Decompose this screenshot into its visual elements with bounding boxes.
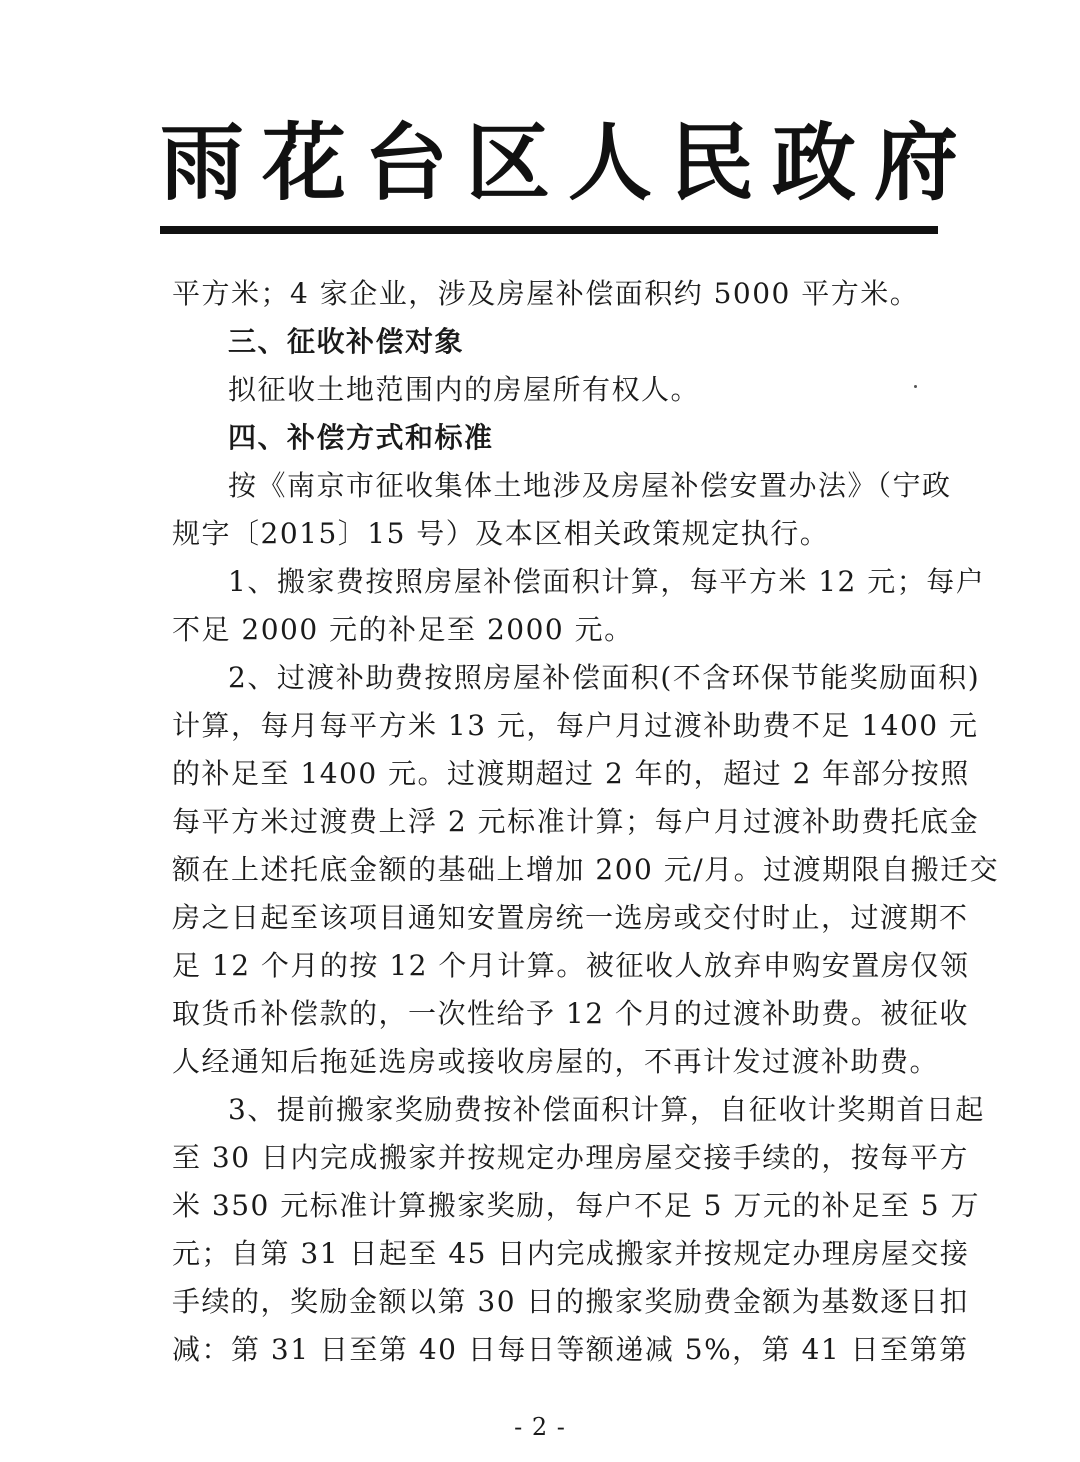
body-line: 米 350 元标准计算搬家奖励，每户不足 5 万元的补足至 5 万 xyxy=(172,1189,980,1222)
body-line: 房之日起至该项目通知安置房统一选房或交付时止，过渡期不 xyxy=(172,901,969,934)
body-line: 额在上述托底金额的基础上增加 200 元/月。过渡期限自搬迁交 xyxy=(172,853,1000,886)
body-line: 的补足至 1400 元。过渡期超过 2 年的，超过 2 年部分按照 xyxy=(172,757,970,790)
body-line: 按《南京市征收集体土地涉及房屋补偿安置办法》（宁政 xyxy=(228,469,952,502)
body-line: 人经通知后拖延选房或接收房屋的，不再计发过渡补助费。 xyxy=(172,1045,940,1078)
body-line: 减：第 31 日至第 40 日每日等额递减 5%，第 41 日至第第 xyxy=(172,1333,969,1366)
scan-speck xyxy=(914,385,917,388)
body-line: 元；自第 31 日起至 45 日内完成搬家并按规定办理房屋交接 xyxy=(172,1237,970,1270)
body-line: 平方米；4 家企业，涉及房屋补偿面积约 5000 平方米。 xyxy=(172,277,920,310)
body-line: 取货币补偿款的，一次性给予 12 个月的过渡补助费。被征收 xyxy=(172,997,969,1030)
body-line: 足 12 个月的按 12 个月计算。被征收人放弃申购安置房仅领 xyxy=(172,949,970,982)
body-line: 规字〔2015〕15 号）及本区相关政策规定执行。 xyxy=(172,517,830,550)
body-line: 计算，每月每平方米 13 元，每户月过渡补助费不足 1400 元 xyxy=(172,709,979,742)
body-line: 1、搬家费按照房屋补偿面积计算，每平方米 12 元；每户 xyxy=(228,565,986,598)
body-line: 2、过渡补助费按照房屋补偿面积(不含环保节能奖励面积) xyxy=(228,661,981,694)
body-line: 不足 2000 元的补足至 2000 元。 xyxy=(172,613,634,646)
body-line: 至 30 日内完成搬家并按规定办理房屋交接手续的，按每平方 xyxy=(172,1141,969,1174)
section-heading: 三、征收补偿对象 xyxy=(228,325,465,358)
section-heading: 四、补偿方式和标准 xyxy=(228,421,494,454)
body-line: 拟征收土地范围内的房屋所有权人。 xyxy=(228,373,701,406)
body-line: 3、提前搬家奖励费按补偿面积计算，自征收计奖期首日起 xyxy=(228,1093,985,1126)
page-number: - 2 - xyxy=(514,1413,566,1441)
document-body xyxy=(172,270,1000,1374)
issuer-title: 雨花台区人民政府 xyxy=(160,113,977,212)
header-divider xyxy=(160,226,938,234)
body-line: 每平方米过渡费上浮 2 元标准计算；每户月过渡补助费托底金 xyxy=(172,805,980,838)
body-line: 手续的，奖励金额以第 30 日的搬家奖励费金额为基数逐日扣 xyxy=(172,1285,969,1318)
